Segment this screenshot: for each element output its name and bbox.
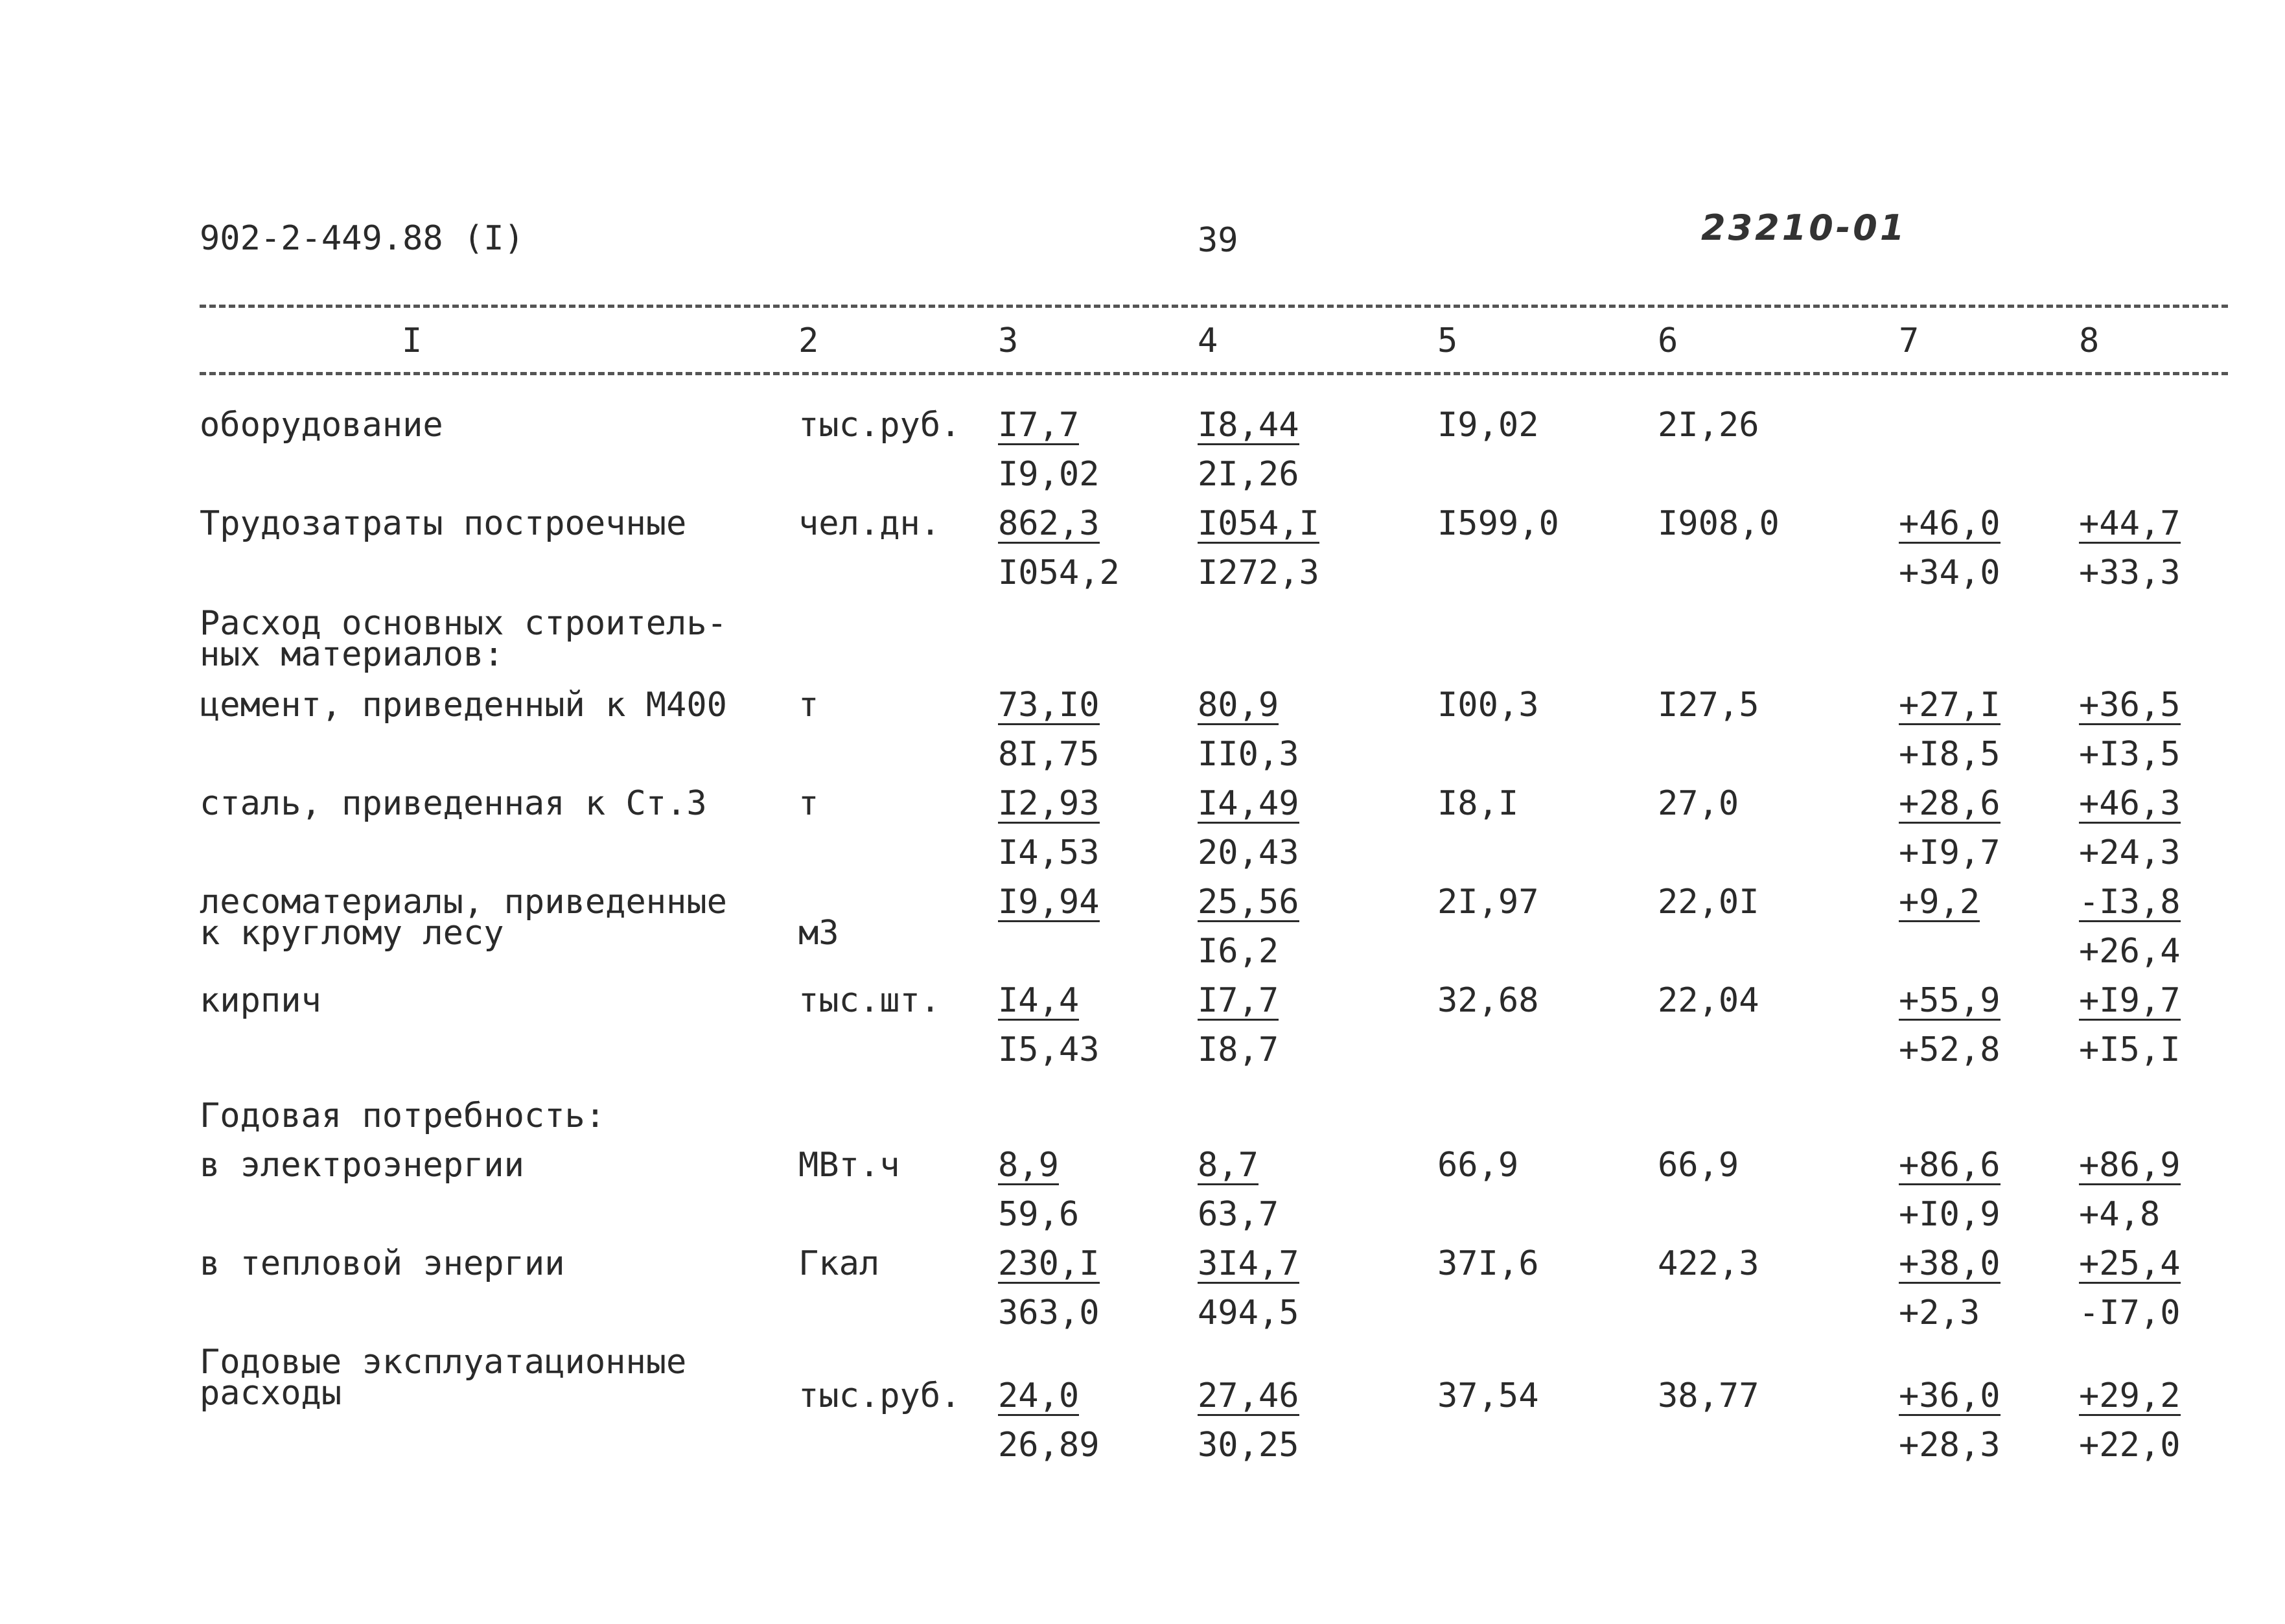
row-label-brick: кирпич (200, 981, 321, 1020)
labor-col7-bottom: +34,0 (1899, 553, 2001, 592)
cement-col7-top: +27,I (1899, 686, 2001, 725)
labor-col5: I599,0 (1437, 504, 1559, 543)
cement-col4-bottom: II0,3 (1198, 735, 1299, 774)
heat-col8-bottom: -I7,0 (2079, 1293, 2181, 1332)
cement-col7-bottom: +I8,5 (1899, 735, 2001, 774)
labor-col3-bottom: I054,2 (998, 553, 1120, 592)
cement-col3-top: 73,I0 (998, 686, 1100, 725)
column-header-6: 6 (1658, 321, 1678, 360)
unit-equipment: тыс.руб. (798, 406, 961, 445)
column-header-1: I (402, 321, 423, 360)
brick-col8-bottom: +I5,I (2079, 1030, 2181, 1069)
timber-col5: 2I,97 (1437, 883, 1539, 922)
timber-col8-top: -I3,8 (2079, 883, 2181, 922)
timber-col6: 22,0I (1658, 883, 1759, 922)
steel-col4-top: I4,49 (1198, 784, 1299, 823)
unit-cement: т (798, 686, 819, 725)
steel-col8-bottom: +24,3 (2079, 833, 2181, 872)
electricity-col4-bottom: 63,7 (1198, 1195, 1279, 1234)
column-header-3: 3 (998, 321, 1019, 360)
steel-col6: 27,0 (1658, 784, 1739, 823)
column-header-2: 2 (798, 321, 819, 360)
electricity-col7-top: +86,6 (1899, 1146, 2001, 1185)
heat-col4-top: 3I4,7 (1198, 1244, 1299, 1283)
operating-col7-top: +36,0 (1899, 1376, 2001, 1415)
equipment-col6: 2I,26 (1658, 406, 1759, 445)
unit-brick: тыс.шт. (798, 981, 941, 1020)
electricity-col7-bottom: +I0,9 (1899, 1195, 2001, 1234)
section-heading-materials-line1: Расход основных строитель- (200, 604, 727, 643)
electricity-col5: 66,9 (1437, 1146, 1519, 1185)
row-label-cement: цемент, приведенный к М400 (200, 686, 727, 725)
labor-col8-top: +44,7 (2079, 504, 2181, 543)
steel-col4-bottom: 20,43 (1198, 833, 1299, 872)
operating-col5: 37,54 (1437, 1376, 1539, 1415)
row-label-operating-line2: расходы (200, 1374, 342, 1413)
electricity-col8-top: +86,9 (2079, 1146, 2181, 1185)
steel-col3-top: I2,93 (998, 784, 1100, 823)
brick-col4-bottom: I8,7 (1198, 1030, 1279, 1069)
heat-col3-bottom: 363,0 (998, 1293, 1100, 1332)
cement-col5: I00,3 (1437, 686, 1539, 725)
operating-col8-bottom: +22,0 (2079, 1426, 2181, 1465)
unit-timber: м3 (798, 914, 839, 953)
brick-col5: 32,68 (1437, 981, 1539, 1020)
document-number: 902-2-449.88 (I) (200, 219, 524, 258)
heat-col7-top: +38,0 (1899, 1244, 2001, 1283)
row-label-equipment: оборудование (200, 406, 443, 445)
column-header-4: 4 (1198, 321, 1218, 360)
cement-col8-top: +36,5 (2079, 686, 2181, 725)
heat-col5: 37I,6 (1437, 1244, 1539, 1283)
heat-col6: 422,3 (1658, 1244, 1759, 1283)
steel-col7-bottom: +I9,7 (1899, 833, 2001, 872)
operating-col3-bottom: 26,89 (998, 1426, 1100, 1465)
row-label-timber-line1: лесоматериалы, приведенные (200, 883, 727, 922)
equipment-col4-bottom: 2I,26 (1198, 455, 1299, 494)
equipment-col5: I9,02 (1437, 406, 1539, 445)
steel-col5: I8,I (1437, 784, 1519, 823)
unit-electricity: МВт.ч (798, 1146, 900, 1185)
brick-col3-bottom: I5,43 (998, 1030, 1100, 1069)
operating-col3-top: 24,0 (998, 1376, 1080, 1415)
header-rule-bottom (200, 372, 2228, 375)
labor-col4-bottom: I272,3 (1198, 553, 1319, 592)
cement-col8-bottom: +I3,5 (2079, 735, 2181, 774)
electricity-col3-bottom: 59,6 (998, 1195, 1080, 1234)
unit-heat: Гкал (798, 1244, 880, 1283)
operating-col6: 38,77 (1658, 1376, 1759, 1415)
steel-col3-bottom: I4,53 (998, 833, 1100, 872)
unit-operating: тыс.руб. (798, 1376, 961, 1415)
timber-col3-top: I9,94 (998, 883, 1100, 922)
brick-col4-top: I7,7 (1198, 981, 1279, 1020)
heat-col7-bottom: +2,3 (1899, 1293, 1980, 1332)
steel-col7-top: +28,6 (1899, 784, 2001, 823)
column-header-7: 7 (1899, 321, 1920, 360)
electricity-col3-top: 8,9 (998, 1146, 1059, 1185)
row-label-timber-line2: к круглому лесу (200, 914, 504, 953)
equipment-col3-top: I7,7 (998, 406, 1080, 445)
brick-col7-bottom: +52,8 (1899, 1030, 2001, 1069)
heat-col3-top: 230,I (998, 1244, 1100, 1283)
labor-col6: I908,0 (1658, 504, 1780, 543)
unit-labor: чел.дн. (798, 504, 941, 543)
row-label-labor: Трудозатраты построечные (200, 504, 687, 543)
labor-col8-bottom: +33,3 (2079, 553, 2181, 592)
sheet-code-handwritten: 23210-01 (1701, 207, 1907, 248)
equipment-col3-bottom: I9,02 (998, 455, 1100, 494)
row-label-operating-line1: Годовые эксплуатационные (200, 1343, 687, 1382)
page-number: 39 (1198, 221, 1238, 260)
electricity-col8-bottom: +4,8 (2079, 1195, 2161, 1234)
timber-col4-top: 25,56 (1198, 883, 1299, 922)
unit-steel: т (798, 784, 819, 823)
labor-col4-top: I054,I (1198, 504, 1319, 543)
operating-col7-bottom: +28,3 (1899, 1426, 2001, 1465)
cement-col4-top: 80,9 (1198, 686, 1279, 725)
operating-col4-top: 27,46 (1198, 1376, 1299, 1415)
brick-col3-top: I4,4 (998, 981, 1080, 1020)
cement-col6: I27,5 (1658, 686, 1759, 725)
labor-col7-top: +46,0 (1899, 504, 2001, 543)
labor-col3-top: 862,3 (998, 504, 1100, 543)
operating-col8-top: +29,2 (2079, 1376, 2181, 1415)
brick-col7-top: +55,9 (1899, 981, 2001, 1020)
column-header-8: 8 (2079, 321, 2100, 360)
timber-col4-bottom: I6,2 (1198, 932, 1279, 971)
heat-col4-bottom: 494,5 (1198, 1293, 1299, 1332)
row-label-heat: в тепловой энергии (200, 1244, 565, 1283)
heat-col8-top: +25,4 (2079, 1244, 2181, 1283)
cement-col3-bottom: 8I,75 (998, 735, 1100, 774)
column-header-5: 5 (1437, 321, 1458, 360)
electricity-col4-top: 8,7 (1198, 1146, 1258, 1185)
electricity-col6: 66,9 (1658, 1146, 1739, 1185)
row-label-electricity: в электроэнергии (200, 1146, 524, 1185)
row-label-steel: сталь, приведенная к Ст.3 (200, 784, 707, 823)
brick-col6: 22,04 (1658, 981, 1759, 1020)
timber-col7-top: +9,2 (1899, 883, 1980, 922)
brick-col8-top: +I9,7 (2079, 981, 2181, 1020)
steel-col8-top: +46,3 (2079, 784, 2181, 823)
section-heading-annual-demand: Годовая потребность: (200, 1096, 606, 1135)
operating-col4-bottom: 30,25 (1198, 1426, 1299, 1465)
equipment-col4-top: I8,44 (1198, 406, 1299, 445)
header-rule-top (200, 305, 2228, 308)
timber-col8-bottom: +26,4 (2079, 932, 2181, 971)
section-heading-materials-line2: ных материалов: (200, 635, 504, 674)
